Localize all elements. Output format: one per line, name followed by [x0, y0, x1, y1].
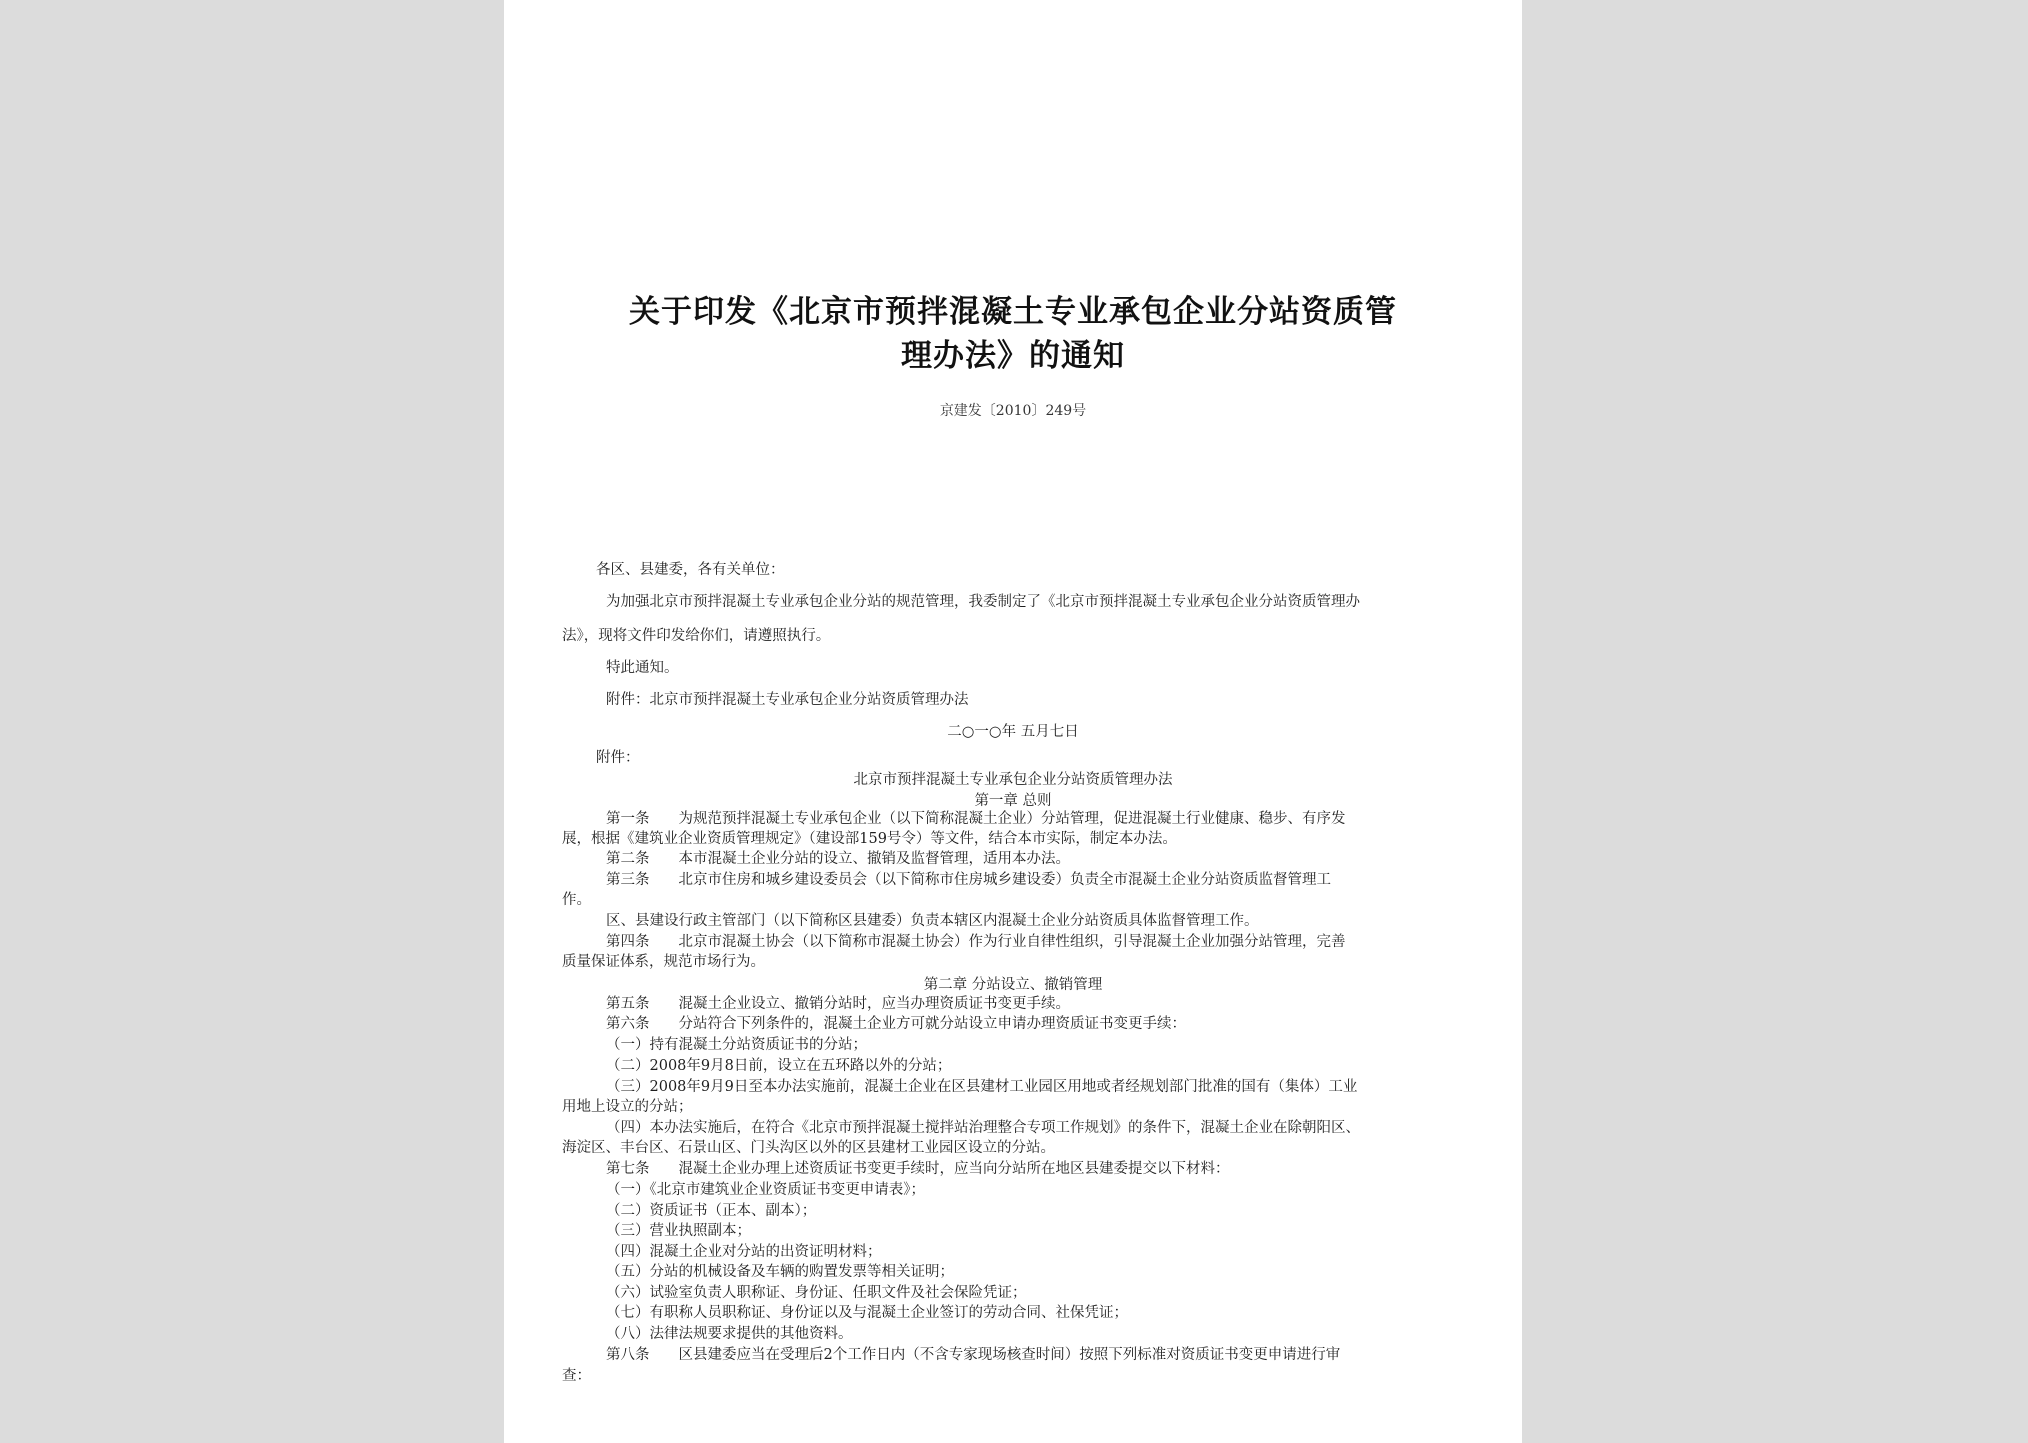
article-8-line-2: 查： — [562, 1368, 591, 1384]
document-page — [504, 0, 1522, 1443]
intro-paragraph-line-2: 法》，现将文件印发给你们，请遵照执行。 — [562, 628, 831, 644]
article-7-item-7: （七）有职称人员职称证、身份证以及与混凝土企业签订的劳动合同、社保凭证； — [606, 1305, 1128, 1321]
article-6-item-4-line-2: 海淀区、丰台区、石景山区、门头沟区以外的区县建材工业园区设立的分站。 — [562, 1140, 1055, 1156]
attachment-title: 北京市预拌混凝土专业承包企业分站资质管理办法 — [853, 772, 1173, 788]
issue-date: 二○一○年 五月七日 — [947, 724, 1079, 740]
intro-paragraph-line-1: 为加强北京市预拌混凝土专业承包企业分站的规范管理，我委制定了《北京市预拌混凝土专业承包企业分站资质管理办 — [606, 594, 1360, 610]
article-3-line-1: 第三条 北京市住房和城乡建设委员会（以下简称市住房城乡建设委）负责全市混凝土企业分站资质监督管理工 — [606, 872, 1331, 888]
article-7: 第七条 混凝土企业办理上述资质证书变更手续时，应当向分站所在地区县建委提交以下材料： — [606, 1161, 1230, 1177]
article-7-item-3: （三）营业执照副本； — [606, 1223, 751, 1239]
document-title-line-1: 关于印发《北京市预拌混凝土专业承包企业分站资质管 — [629, 294, 1397, 330]
article-6-item-3-line-1: （三）2008年9月9日至本办法实施前，混凝土企业在区县建材工业园区用地或者经规划部门批准的国有（集体）工业 — [606, 1079, 1358, 1095]
article-6-item-2: （二）2008年9月8日前，设立在五环路以外的分站； — [606, 1058, 952, 1074]
document-number: 京建发〔2010〕249号 — [939, 403, 1087, 419]
article-2: 第二条 本市混凝土企业分站的设立、撤销及监督管理，适用本办法。 — [606, 851, 1070, 867]
special-notice: 特此通知。 — [606, 660, 679, 676]
article-6-item-4-line-1: （四）本办法实施后，在符合《北京市预拌混凝土搅拌站治理整合专项工作规划》的条件下，混凝土企业在除朝阳区、 — [606, 1120, 1360, 1136]
article-5: 第五条 混凝土企业设立、撤销分站时，应当办理资质证书变更手续。 — [606, 996, 1070, 1012]
chapter-1-heading: 第一章 总则 — [974, 793, 1052, 809]
attachment-label: 附件： — [596, 750, 640, 766]
article-4-line-2: 质量保证体系，规范市场行为。 — [562, 954, 765, 970]
document-title-line-2: 理办法》的通知 — [901, 338, 1125, 374]
article-3-line-2: 作。 — [562, 892, 591, 908]
article-3-line-3: 区、县建设行政主管部门（以下简称区县建委）负责本辖区内混凝土企业分站资质具体监督管理工作。 — [606, 913, 1259, 929]
attachment-reference: 附件：北京市预拌混凝土专业承包企业分站资质管理办法 — [606, 692, 969, 708]
article-7-item-2: （二）资质证书（正本、副本）； — [606, 1203, 817, 1219]
article-7-item-8: （八）法律法规要求提供的其他资料。 — [606, 1326, 853, 1342]
salutation: 各区、县建委，各有关单位： — [596, 562, 785, 578]
article-4-line-1: 第四条 北京市混凝土协会（以下简称市混凝土协会）作为行业自律性组织，引导混凝土企业加强分站管理，完善 — [606, 934, 1346, 950]
article-6-item-3-line-2: 用地上设立的分站； — [562, 1099, 693, 1115]
article-1-line-2: 展，根据《建筑业企业资质管理规定》（建设部159号令）等文件，结合本市实际，制定本办法。 — [562, 831, 1177, 847]
article-7-item-1: （一）《北京市建筑业企业资质证书变更申请表》； — [606, 1182, 925, 1198]
article-8-line-1: 第八条 区县建委应当在受理后2个工作日内（不含专家现场核查时间）按照下列标准对资质证书变更申请进行审 — [606, 1347, 1341, 1363]
article-6: 第六条 分站符合下列条件的，混凝土企业方可就分站设立申请办理资质证书变更手续： — [606, 1016, 1186, 1032]
article-7-item-5: （五）分站的机械设备及车辆的购置发票等相关证明； — [606, 1264, 954, 1280]
article-7-item-6: （六）试验室负责人职称证、身份证、任职文件及社会保险凭证； — [606, 1285, 1027, 1301]
article-7-item-4: （四）混凝土企业对分站的出资证明材料； — [606, 1244, 882, 1260]
article-6-item-1: （一）持有混凝土分站资质证书的分站； — [606, 1037, 867, 1053]
article-1-line-1: 第一条 为规范预拌混凝土专业承包企业（以下简称混凝土企业）分站管理，促进混凝土行业健康、稳步、有序发 — [606, 811, 1346, 827]
chapter-2-heading: 第二章 分站设立、撤销管理 — [923, 977, 1103, 993]
